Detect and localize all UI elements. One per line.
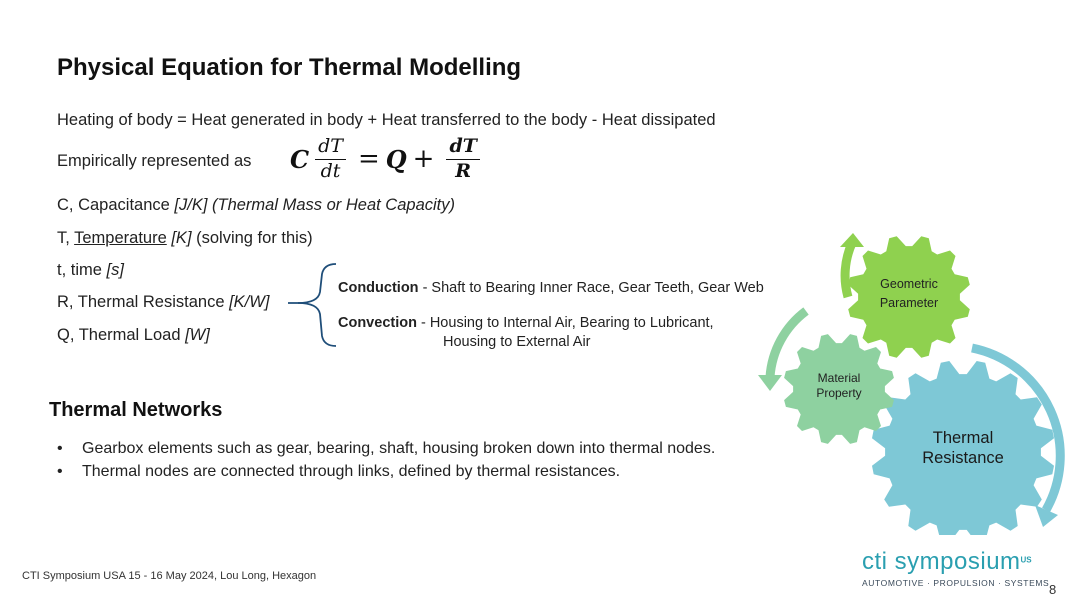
bullet-text: Thermal nodes are connected through links, defined by thermal resistances. (82, 463, 621, 480)
curly-brace-icon (288, 262, 338, 350)
var-capacitance (57, 196, 455, 215)
bullet-list (57, 437, 715, 483)
var-r-prefix: R, Thermal Resistance (57, 293, 230, 311)
var-time (57, 261, 124, 280)
arrowhead-mint-icon (758, 375, 782, 391)
bullet-text: Gearbox elements such as gear, bearing, shaft, housing broken down into thermal nodes. (82, 440, 716, 457)
heating-line: Heating of body = Heat generated in body + Heat transferred to the body - Heat dissipated (57, 111, 716, 129)
logo-tagline: AUTOMOTIVE · PROPULSION · SYSTEMS (862, 578, 1050, 588)
list-item (57, 460, 715, 483)
eq-plus: + (412, 144, 435, 175)
list-item (57, 437, 715, 460)
empirical-label: Empirically represented as (57, 152, 252, 170)
var-t-word: Temperature (74, 229, 167, 247)
var-temperature (57, 229, 313, 248)
thermal-line2: Resistance (922, 449, 1004, 467)
eq-equals: = (357, 144, 380, 175)
thermal-equation (290, 137, 486, 182)
material-line1: Material (817, 371, 861, 385)
eq-capacitance: C (290, 144, 310, 174)
var-time-prefix: t, time (57, 261, 107, 279)
arrowhead-green-icon (840, 233, 864, 247)
section-heading: Thermal Networks (49, 399, 223, 421)
var-t-prefix: T, (57, 229, 75, 247)
var-c-prefix: C, Capacitance (57, 196, 175, 214)
page-number: 8 (1049, 582, 1057, 597)
geometric-line1: Geometric (880, 277, 938, 291)
convection-text: - Housing to Internal Air, Bearing to Lubricant, (416, 315, 714, 331)
thermal-line1: Thermal (932, 429, 994, 447)
var-resistance (57, 293, 269, 312)
eq-dT2: dT (446, 137, 479, 160)
eq-dT: dT (315, 137, 346, 160)
arc-arrow-green (845, 243, 852, 297)
var-r-unit: [K/W] (229, 293, 270, 311)
logo-main-text: cti symposium (862, 548, 1021, 575)
convection-label: Convection (338, 315, 417, 331)
convection-line (338, 315, 714, 331)
eq-dt: dt (320, 159, 341, 182)
cti-logo (862, 548, 1049, 588)
page-title: Physical Equation for Thermal Modelling (57, 54, 522, 81)
var-t-unit: [K] (166, 229, 192, 247)
eq-Q: Q (385, 144, 407, 174)
bullet-icon: • (57, 440, 63, 457)
var-c-note: (Thermal Mass or Heat Capacity) (207, 196, 455, 214)
conduction-line (338, 280, 764, 296)
eq-R: R (455, 159, 472, 182)
convection-line-2: Housing to External Air (443, 334, 591, 350)
gear-thermal-resistance (872, 361, 1054, 535)
conduction-label: Conduction (338, 280, 419, 296)
var-t-note: (solving for this) (191, 229, 313, 247)
eq-derivative (315, 137, 346, 182)
footer-text: CTI Symposium USA 15 - 16 May 2024, Lou Long, Hexagon (22, 570, 317, 582)
logo-sup-text: US (1020, 555, 1032, 565)
var-c-unit: [J/K] (174, 196, 208, 214)
gears-diagram (740, 225, 1070, 535)
var-load (57, 326, 210, 345)
conduction-text: - Shaft to Bearing Inner Race, Gear Teeth, Gear Web (418, 280, 764, 296)
var-q-unit: [W] (185, 326, 210, 344)
bullet-icon: • (57, 463, 63, 480)
material-line2: Property (816, 386, 862, 400)
eq-ratio (446, 137, 479, 182)
var-time-unit: [s] (106, 261, 124, 279)
geometric-line2: Parameter (879, 296, 939, 310)
var-q-prefix: Q, Thermal Load (57, 326, 186, 344)
